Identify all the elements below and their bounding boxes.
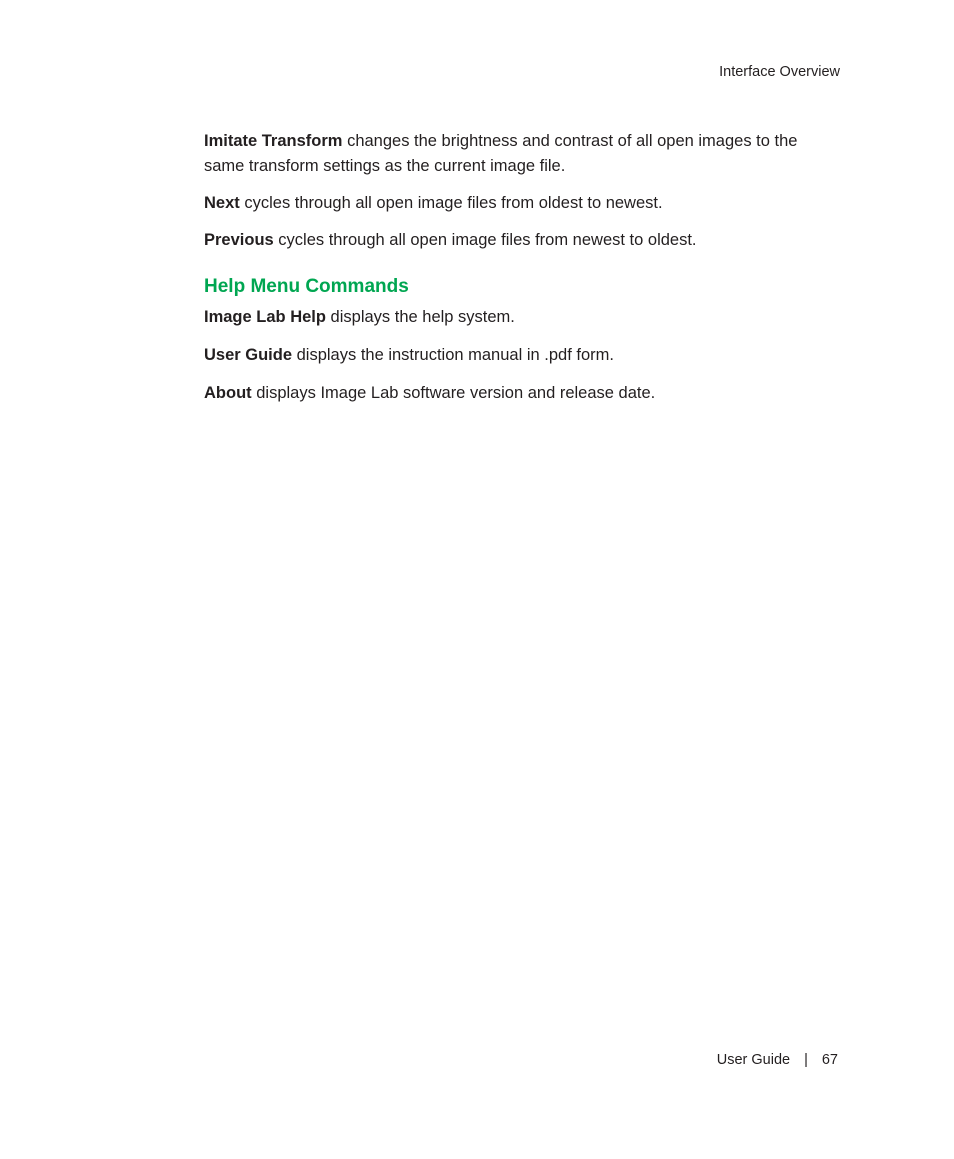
term-image-lab-help: Image Lab Help <box>204 308 326 326</box>
term-user-guide: User Guide <box>204 346 293 364</box>
paragraph-previous <box>204 228 840 253</box>
desc-previous: cycles through all open image files from newest to oldest. <box>278 231 697 249</box>
running-header: Interface Overview <box>719 64 840 80</box>
term-imitate-transform: Imitate Transform <box>204 132 343 150</box>
term-previous: Previous <box>204 231 274 249</box>
paragraph-about <box>204 381 840 406</box>
paragraph-image-lab-help <box>204 305 840 330</box>
section-heading-help-menu: Help Menu Commands <box>204 276 409 297</box>
term-next: Next <box>204 194 240 212</box>
paragraph-next <box>204 191 840 216</box>
paragraph-imitate-transform <box>204 129 840 179</box>
footer-page-number: 67 <box>821 1052 838 1068</box>
page-footer <box>717 1052 838 1068</box>
term-about: About <box>204 384 252 402</box>
desc-imitate-transform: changes the brightness and contrast of all open images to the same transform settings as the current image file. <box>204 132 798 175</box>
page-content <box>204 129 840 419</box>
footer-doc-name: User Guide <box>716 1052 791 1068</box>
desc-image-lab-help: displays the help system. <box>330 308 515 326</box>
footer-separator: | <box>804 1052 808 1068</box>
desc-next: cycles through all open image files from oldest to newest. <box>244 194 663 212</box>
desc-user-guide: displays the instruction manual in .pdf form. <box>296 346 614 364</box>
paragraph-user-guide <box>204 343 840 368</box>
desc-about: displays Image Lab software version and release date. <box>256 384 656 402</box>
